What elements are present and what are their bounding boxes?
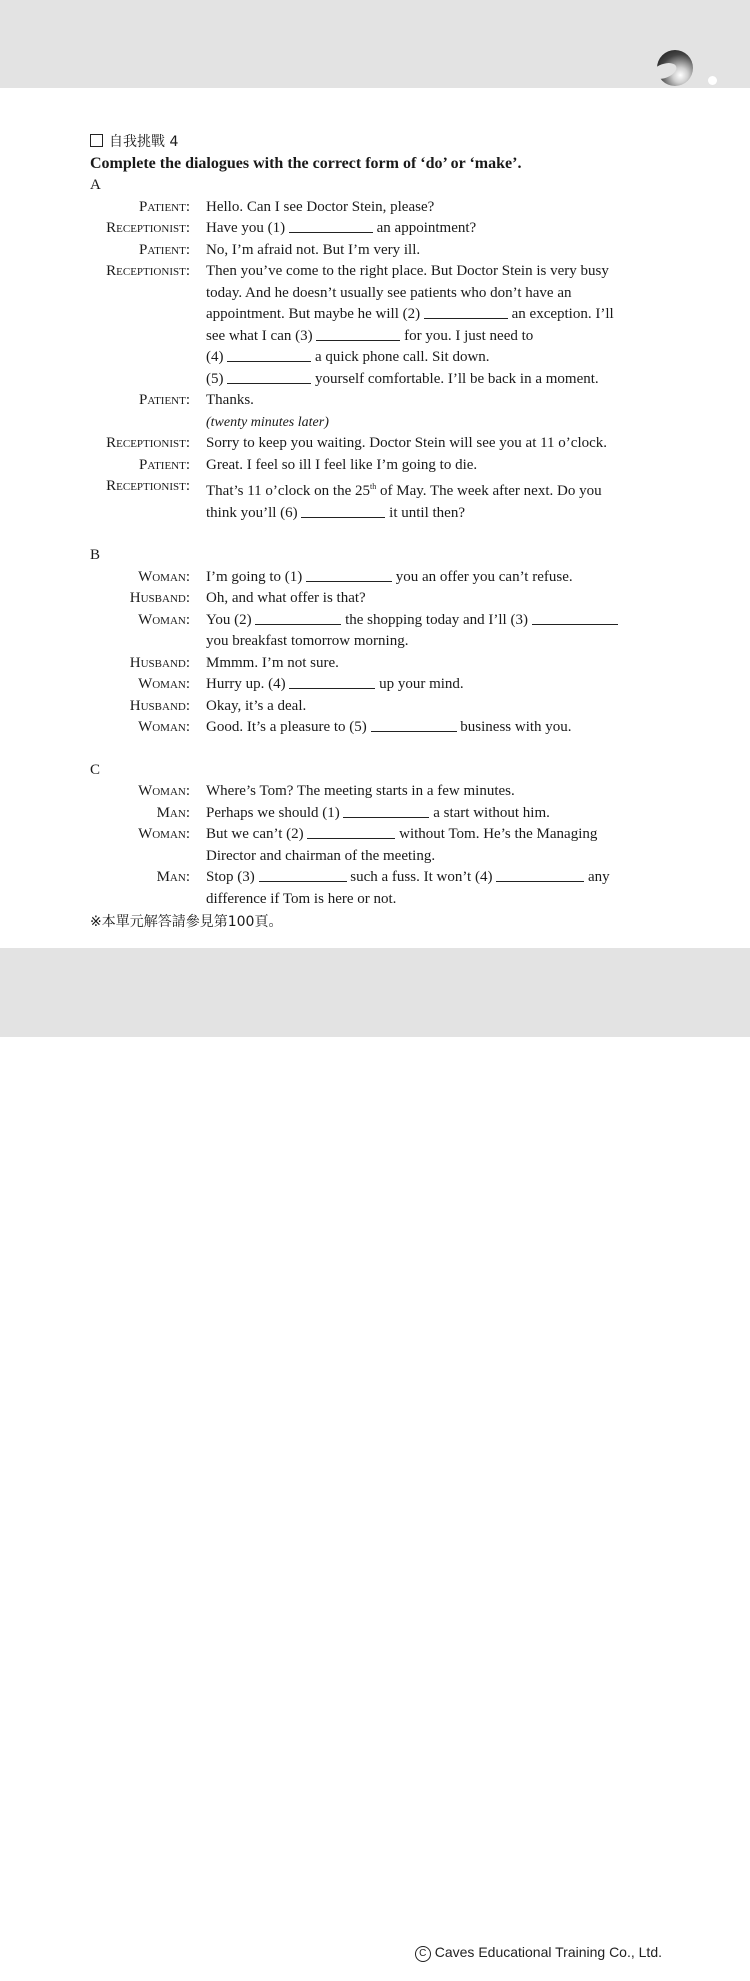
checkbox-icon	[90, 134, 103, 147]
speaker: Man:	[156, 804, 190, 821]
speaker: Patient:	[139, 456, 190, 473]
dialogue-line: Receptionist: Sorry to keep you waiting. Doctor Stein will see you at 11 o’clock.	[90, 433, 670, 455]
section-c-label: C	[90, 761, 101, 778]
footer-band	[0, 948, 750, 1979]
answer-blank[interactable]	[227, 369, 311, 384]
copyright: C Caves Educational Training Co., Ltd.	[415, 1944, 662, 1962]
speaker: Husband:	[129, 697, 190, 714]
page-number: 17	[671, 1912, 738, 1979]
answer-blank[interactable]	[371, 717, 457, 732]
dialogue-line: Patient: Thanks. (twenty minutes later)	[90, 390, 670, 433]
section-a-label: A	[90, 177, 101, 193]
speaker: Husband:	[129, 654, 190, 671]
dialogue-line: Husband: Oh, and what offer is that?	[90, 588, 670, 610]
answer-blank[interactable]	[316, 326, 400, 341]
dialogue-line: Man: Stop (3) such a fuss. It won’t (4) any difference if Tom is here or not.	[90, 867, 670, 910]
dialogue-line: Woman: I’m going to (1) you an offer you can’t refuse.	[90, 567, 670, 589]
answer-blank[interactable]	[307, 824, 395, 839]
answer-blank[interactable]	[532, 610, 618, 625]
dialogue-line: Woman: You (2) the shopping today and I’ll (3) you breakfast tomorrow morning.	[90, 610, 670, 653]
answer-blank[interactable]	[259, 867, 347, 882]
logo-dot-icon	[708, 76, 717, 85]
answer-blank[interactable]	[306, 567, 392, 582]
dialogue-line: Patient: Great. I feel so ill I feel like I’m going to die.	[90, 455, 670, 477]
dialogue-line: Receptionist: That’s 11 o’clock on the 25th of May. The week after next. Do you think you’ll (6) it until then?	[90, 476, 670, 524]
answer-blank[interactable]	[289, 218, 373, 233]
challenge-title: 自我挑戰 4	[90, 131, 670, 153]
dialogue-line: Woman: Hurry up. (4) up your mind.	[90, 674, 670, 696]
exercise-content	[90, 131, 670, 932]
answer-blank[interactable]	[301, 503, 385, 518]
dialogue-line: Receptionist: Then you’ve come to the right place. But Doctor Stein is very busy today. And he doesn’t usually see patients who don’t have an appointment. But maybe he will (2) an exception. I’ll see what I can (3) for you. I just need to (4) a quick phone call. Sit down. (5) yourself comfortable. I’ll be back in a moment.	[90, 261, 670, 390]
speaker: Patient:	[139, 198, 190, 215]
copyright-icon: C	[415, 1946, 431, 1962]
answer-reference-note: ※本單元解答請參見第100頁。	[90, 914, 283, 930]
speaker: Receptionist:	[106, 220, 190, 236]
answer-blank[interactable]	[343, 803, 429, 818]
publisher-logo-icon	[657, 50, 693, 86]
dialogue-line: Woman: Good. It’s a pleasure to (5) business with you.	[90, 717, 670, 739]
dialogue-line: Husband: Okay, it’s a deal.	[90, 696, 670, 718]
dialogue-line: Woman: But we can’t (2) without Tom. He’s the Managing Director and chairman of the meeting.	[90, 824, 670, 867]
answer-blank[interactable]	[255, 610, 341, 625]
speaker: Woman:	[138, 676, 190, 692]
speaker: Woman:	[138, 783, 190, 799]
answer-blank[interactable]	[496, 867, 584, 882]
speaker: Woman:	[138, 611, 190, 628]
dialogue-line: Receptionist: Have you (1) an appointment?	[90, 218, 670, 240]
speaker: Woman:	[138, 826, 190, 842]
speaker: Receptionist:	[106, 263, 190, 279]
dialogue-line: Man: Perhaps we should (1) a start without him.	[90, 803, 670, 825]
dialogue-line: Patient: No, I’m afraid not. But I’m very ill.	[90, 240, 670, 262]
stage-direction: (twenty minutes later)	[206, 414, 329, 430]
dialogue-line: Woman: Where’s Tom? The meeting starts in a few minutes.	[90, 781, 670, 803]
speaker: Patient:	[139, 392, 190, 408]
instruction: Complete the dialogues with the correct form of ‘do’ or ‘make’.	[90, 155, 522, 172]
speaker: Husband:	[129, 590, 190, 606]
speaker: Receptionist:	[106, 435, 190, 451]
speaker: Patient:	[139, 241, 190, 258]
answer-blank[interactable]	[424, 304, 508, 319]
dialogue-line: Patient: Hello. Can I see Doctor Stein, please?	[90, 197, 670, 219]
speaker: Woman:	[138, 719, 190, 735]
answer-blank[interactable]	[289, 674, 375, 689]
section-b-label: B	[90, 547, 101, 563]
header-band	[0, 0, 750, 88]
speaker: Receptionist:	[106, 478, 190, 494]
speaker: Woman:	[138, 568, 190, 585]
answer-blank[interactable]	[227, 347, 311, 362]
dialogue-line: Husband: Mmmm. I’m not sure.	[90, 653, 670, 675]
speaker: Man:	[156, 869, 190, 885]
